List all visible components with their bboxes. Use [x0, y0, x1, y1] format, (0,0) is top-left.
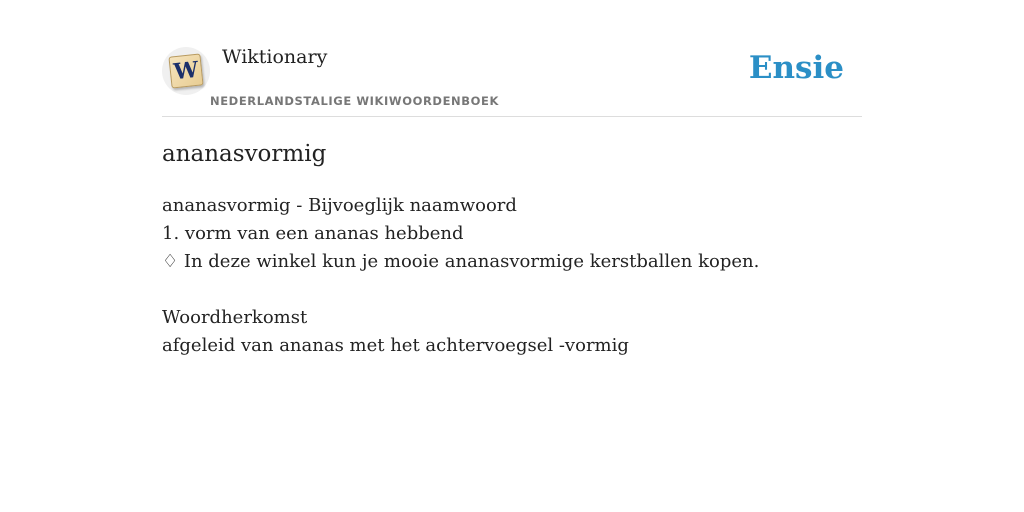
spacer [162, 276, 862, 304]
site-tagline: NEDERLANDSTALIGE WIKIWOORDENBOEK [210, 94, 499, 108]
entry-title: ananasvormig [162, 141, 327, 167]
definition-line: 1. vorm van een ananas hebbend [162, 223, 464, 244]
logo-tile [168, 53, 203, 88]
part-of-speech-line: ananasvormig - Bijvoeglijk naamwoord [162, 195, 517, 216]
etymology-heading: Woordherkomst [162, 307, 308, 328]
etymology-text: afgeleid van ananas met het achtervoegsel -vormig [162, 335, 629, 356]
entry-definition [162, 192, 862, 360]
entry-content [162, 138, 862, 360]
logo-letter: W [172, 56, 200, 86]
example-sentence: ♢ In deze winkel kun je mooie ananasvormige kerstballen kopen. [162, 251, 760, 272]
wiktionary-logo-icon[interactable] [162, 47, 210, 95]
site-header [162, 40, 862, 117]
site-name[interactable]: Wiktionary [222, 46, 328, 68]
ensie-brand-link[interactable]: Ensie [748, 50, 844, 86]
